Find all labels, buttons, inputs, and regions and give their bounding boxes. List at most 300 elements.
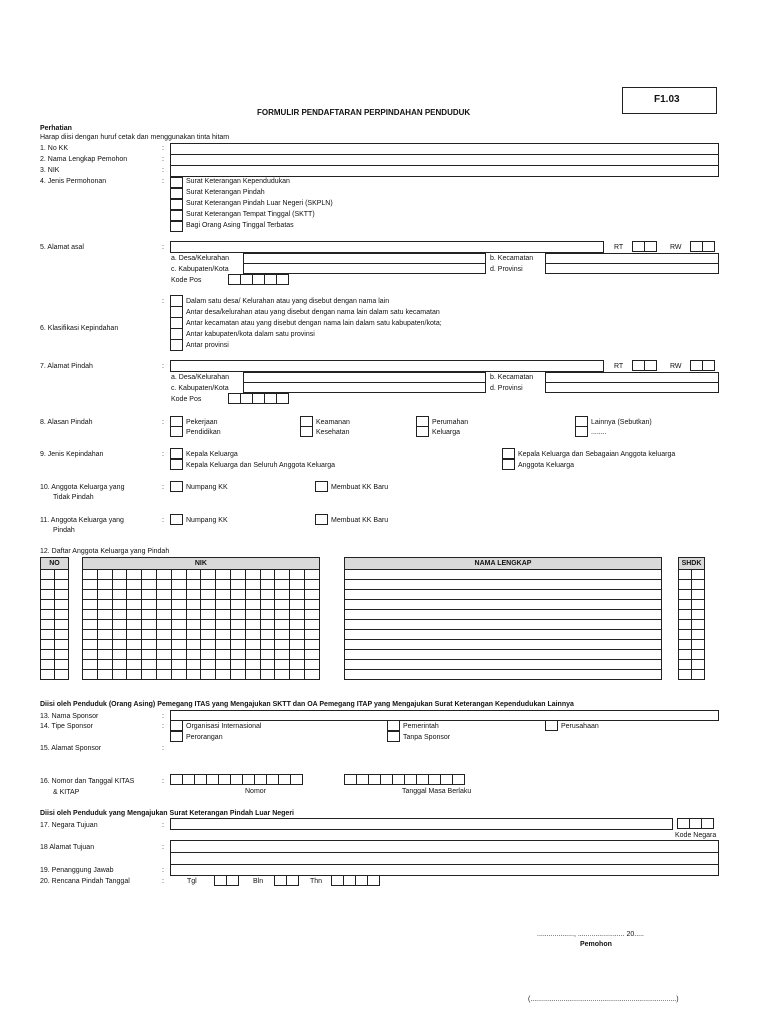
table-cell[interactable] xyxy=(304,600,319,610)
table-cell[interactable] xyxy=(216,590,231,600)
table-cell[interactable] xyxy=(55,630,69,640)
table-cell[interactable] xyxy=(230,620,245,630)
table-cell[interactable] xyxy=(97,630,112,640)
rw-cells[interactable] xyxy=(690,241,714,252)
table-cell[interactable] xyxy=(201,570,216,580)
table-cell[interactable] xyxy=(290,570,305,580)
table-cell[interactable] xyxy=(260,600,275,610)
table-row xyxy=(83,570,320,580)
table-cell[interactable] xyxy=(679,640,692,650)
table-cell[interactable] xyxy=(230,580,245,590)
table-cell[interactable] xyxy=(679,650,692,660)
rt-cells[interactable] xyxy=(632,241,656,252)
table-cell[interactable] xyxy=(83,620,98,630)
table-cell[interactable] xyxy=(156,570,171,580)
alamat-asal-field[interactable] xyxy=(170,241,604,253)
table-cell[interactable] xyxy=(127,580,142,590)
table-cell[interactable] xyxy=(304,590,319,600)
table-cell[interactable] xyxy=(201,620,216,630)
table-cell[interactable] xyxy=(245,660,260,670)
prov-field[interactable] xyxy=(545,263,719,274)
alasan-checkbox[interactable] xyxy=(170,426,183,437)
table-cell[interactable] xyxy=(290,620,305,630)
table-cell[interactable] xyxy=(304,580,319,590)
table-cell[interactable] xyxy=(186,670,201,680)
table-cell[interactable] xyxy=(83,640,98,650)
alasan-checkbox[interactable] xyxy=(300,426,313,437)
table-cell[interactable] xyxy=(171,600,186,610)
table-cell[interactable] xyxy=(41,610,55,620)
table-cell[interactable] xyxy=(186,590,201,600)
tipe-checkbox[interactable] xyxy=(170,731,183,742)
table-cell[interactable] xyxy=(679,580,692,590)
label-kitas-2: & KITAP xyxy=(53,789,80,796)
table-cell[interactable] xyxy=(679,570,692,580)
table-cell[interactable] xyxy=(55,650,69,660)
table-cell[interactable] xyxy=(679,630,692,640)
alasan-checkbox[interactable] xyxy=(416,426,429,437)
table-cell[interactable] xyxy=(83,630,98,640)
table-cell[interactable] xyxy=(127,610,142,620)
kepindahan-checkbox[interactable] xyxy=(170,448,183,459)
table-cell[interactable] xyxy=(83,610,98,620)
table-cell[interactable] xyxy=(171,650,186,660)
table-row xyxy=(83,590,320,600)
table-header-nama: NAMA LENGKAP xyxy=(345,558,662,570)
table-cell[interactable] xyxy=(230,610,245,620)
kodepos-cells[interactable] xyxy=(228,393,288,404)
table-cell[interactable] xyxy=(112,640,127,650)
table-cell[interactable] xyxy=(186,580,201,590)
table-cell[interactable] xyxy=(41,670,55,680)
table-cell[interactable] xyxy=(345,650,662,660)
table-cell[interactable] xyxy=(216,570,231,580)
table-cell[interactable] xyxy=(127,640,142,650)
table-cell[interactable] xyxy=(290,670,305,680)
table-cell[interactable] xyxy=(112,590,127,600)
table-cell[interactable] xyxy=(142,660,157,670)
kab-label: c. Kabupaten/Kota xyxy=(171,385,229,392)
label-tidak-pindah: 10. Anggota Keluarga yang xyxy=(40,484,125,491)
table-cell[interactable] xyxy=(230,590,245,600)
table-cell[interactable] xyxy=(41,620,55,630)
table-cell[interactable] xyxy=(156,640,171,650)
table-cell[interactable] xyxy=(245,620,260,630)
table-cell[interactable] xyxy=(97,570,112,580)
table-cell[interactable] xyxy=(156,580,171,590)
table-cell[interactable] xyxy=(290,660,305,670)
table-cell[interactable] xyxy=(216,640,231,650)
table-cell[interactable] xyxy=(260,630,275,640)
kk-baru-label: Membuat KK Baru xyxy=(331,484,389,491)
klasifikasi-option: Antar provinsi xyxy=(186,342,229,349)
alasan-checkbox[interactable] xyxy=(575,426,588,437)
klasifikasi-option: Dalam satu desa/ Kelurahan atau yang disebut dengan nama lain xyxy=(186,298,390,305)
table-cell[interactable] xyxy=(142,600,157,610)
table-cell[interactable] xyxy=(186,640,201,650)
table-cell[interactable] xyxy=(55,620,69,630)
kitas-tanggal-cells[interactable] xyxy=(344,774,464,785)
kode-negara-label: Kode Negara xyxy=(675,832,717,839)
table-cell[interactable] xyxy=(97,610,112,620)
table-cell[interactable] xyxy=(55,600,69,610)
table-cell[interactable] xyxy=(692,640,705,650)
table-cell[interactable] xyxy=(345,640,662,650)
table-cell[interactable] xyxy=(245,640,260,650)
table-cell[interactable] xyxy=(304,650,319,660)
table-cell[interactable] xyxy=(142,670,157,680)
table-cell[interactable] xyxy=(201,600,216,610)
table-row xyxy=(679,570,705,580)
table-cell[interactable] xyxy=(83,590,98,600)
table-cell[interactable] xyxy=(127,650,142,660)
prov-field[interactable] xyxy=(545,382,719,393)
table-cell[interactable] xyxy=(245,630,260,640)
table-cell[interactable] xyxy=(186,630,201,640)
table-cell[interactable] xyxy=(345,600,662,610)
rt-cells[interactable] xyxy=(632,360,656,371)
table-cell[interactable] xyxy=(97,670,112,680)
table-cell[interactable] xyxy=(83,670,98,680)
table-cell[interactable] xyxy=(260,570,275,580)
table-cell[interactable] xyxy=(112,620,127,630)
table-cell[interactable] xyxy=(230,660,245,670)
table-cell[interactable] xyxy=(186,570,201,580)
table-cell[interactable] xyxy=(230,670,245,680)
table-cell[interactable] xyxy=(230,650,245,660)
rt-label: RT xyxy=(614,244,624,251)
table-cell[interactable] xyxy=(304,570,319,580)
table-cell[interactable] xyxy=(345,660,662,670)
table-cell[interactable] xyxy=(41,660,55,670)
table-cell[interactable] xyxy=(201,660,216,670)
nik-field[interactable] xyxy=(170,165,719,177)
table-cell[interactable] xyxy=(275,580,290,590)
table-cell[interactable] xyxy=(201,630,216,640)
table-cell[interactable] xyxy=(127,600,142,610)
table-cell[interactable] xyxy=(245,610,260,620)
table-cell[interactable] xyxy=(171,580,186,590)
table-cell[interactable] xyxy=(55,660,69,670)
table-cell[interactable] xyxy=(245,650,260,660)
table-cell[interactable] xyxy=(201,580,216,590)
table-cell[interactable] xyxy=(97,590,112,600)
jenis-checkbox[interactable] xyxy=(170,177,183,188)
kab-field[interactable] xyxy=(243,263,486,274)
table-cell[interactable] xyxy=(41,580,55,590)
table-cell[interactable] xyxy=(345,610,662,620)
table-cell[interactable] xyxy=(275,670,290,680)
table-cell[interactable] xyxy=(304,610,319,620)
table-cell[interactable] xyxy=(156,630,171,640)
table-cell[interactable] xyxy=(692,630,705,640)
kepindahan-checkbox[interactable] xyxy=(502,459,515,470)
table-cell[interactable] xyxy=(55,570,69,580)
table-cell[interactable] xyxy=(679,670,692,680)
table-cell[interactable] xyxy=(83,600,98,610)
table-cell[interactable] xyxy=(171,570,186,580)
table-cell[interactable] xyxy=(201,650,216,660)
kab-field[interactable] xyxy=(243,382,486,393)
table-cell[interactable] xyxy=(55,610,69,620)
table-cell[interactable] xyxy=(216,580,231,590)
table-cell[interactable] xyxy=(692,580,705,590)
jenis-checkbox[interactable] xyxy=(170,210,183,221)
table-cell[interactable] xyxy=(127,620,142,630)
table-cell[interactable] xyxy=(112,630,127,640)
tipe-checkbox[interactable] xyxy=(387,720,400,731)
table-cell[interactable] xyxy=(260,660,275,670)
table-cell[interactable] xyxy=(41,600,55,610)
jenis-checkbox[interactable] xyxy=(170,199,183,210)
table-cell[interactable] xyxy=(171,660,186,670)
table-cell[interactable] xyxy=(112,570,127,580)
table-cell[interactable] xyxy=(679,590,692,600)
table-cell[interactable] xyxy=(83,660,98,670)
table-cell[interactable] xyxy=(260,610,275,620)
table-cell[interactable] xyxy=(290,640,305,650)
table-cell[interactable] xyxy=(201,670,216,680)
table-cell[interactable] xyxy=(679,620,692,630)
table-cell[interactable] xyxy=(142,620,157,630)
table-cell[interactable] xyxy=(41,590,55,600)
table-cell[interactable] xyxy=(692,660,705,670)
table-cell[interactable] xyxy=(275,660,290,670)
table-cell[interactable] xyxy=(304,630,319,640)
table-cell[interactable] xyxy=(260,620,275,630)
table-cell[interactable] xyxy=(216,670,231,680)
table-cell[interactable] xyxy=(290,610,305,620)
table-cell[interactable] xyxy=(171,640,186,650)
thn-cells[interactable] xyxy=(331,875,379,886)
table-cell[interactable] xyxy=(112,610,127,620)
bln-cells[interactable] xyxy=(274,875,298,886)
table-cell[interactable] xyxy=(41,570,55,580)
table-cell[interactable] xyxy=(171,630,186,640)
table-cell[interactable] xyxy=(345,580,662,590)
table-cell[interactable] xyxy=(345,590,662,600)
table-cell[interactable] xyxy=(186,650,201,660)
table-cell[interactable] xyxy=(112,660,127,670)
table-cell[interactable] xyxy=(55,580,69,590)
table-cell[interactable] xyxy=(142,630,157,640)
table-cell[interactable] xyxy=(304,670,319,680)
table-cell[interactable] xyxy=(692,620,705,630)
jenis-option: Bagi Orang Asing Tinggal Terbatas xyxy=(186,222,294,229)
table-cell[interactable] xyxy=(41,650,55,660)
alasan-dots: ........ xyxy=(591,429,607,436)
table-cell[interactable] xyxy=(275,590,290,600)
table-cell[interactable] xyxy=(275,600,290,610)
table-cell[interactable] xyxy=(97,580,112,590)
table-cell[interactable] xyxy=(186,600,201,610)
table-cell[interactable] xyxy=(142,590,157,600)
table-cell[interactable] xyxy=(156,600,171,610)
table-cell[interactable] xyxy=(156,670,171,680)
table-cell[interactable] xyxy=(156,660,171,670)
table-cell[interactable] xyxy=(171,620,186,630)
table-cell[interactable] xyxy=(156,650,171,660)
table-cell[interactable] xyxy=(275,570,290,580)
table-cell[interactable] xyxy=(156,590,171,600)
table-cell[interactable] xyxy=(216,630,231,640)
table-cell[interactable] xyxy=(201,640,216,650)
table-cell[interactable] xyxy=(216,650,231,660)
table-cell[interactable] xyxy=(692,590,705,600)
table-cell[interactable] xyxy=(304,620,319,630)
table-cell[interactable] xyxy=(97,650,112,660)
rw-cells[interactable] xyxy=(690,360,714,371)
table-cell[interactable] xyxy=(216,610,231,620)
label-alasan: 8. Alasan Pindah xyxy=(40,419,93,426)
numpang-label: Numpang KK xyxy=(186,517,228,524)
tipe-checkbox[interactable] xyxy=(545,720,558,731)
table-cell[interactable] xyxy=(201,590,216,600)
kepindahan-option: Kepala Keluarga dan Seluruh Anggota Keluarga xyxy=(186,462,336,469)
table-cell[interactable] xyxy=(55,640,69,650)
table-cell[interactable] xyxy=(245,580,260,590)
table-cell[interactable] xyxy=(275,630,290,640)
table-cell[interactable] xyxy=(304,640,319,650)
table-cell[interactable] xyxy=(171,610,186,620)
numpang-checkbox[interactable] xyxy=(170,481,183,492)
table-cell[interactable] xyxy=(41,640,55,650)
table-cell[interactable] xyxy=(260,640,275,650)
table-cell[interactable] xyxy=(290,630,305,640)
kitas-nomor-cells[interactable] xyxy=(170,774,302,785)
table-cell[interactable] xyxy=(171,590,186,600)
table-cell[interactable] xyxy=(142,580,157,590)
table-cell[interactable] xyxy=(260,650,275,660)
table-cell[interactable] xyxy=(692,670,705,680)
table-cell[interactable] xyxy=(142,610,157,620)
kepindahan-checkbox[interactable] xyxy=(170,459,183,470)
table-cell[interactable] xyxy=(83,580,98,590)
tipe-option: Perusahaan xyxy=(561,723,599,730)
table-cell[interactable] xyxy=(171,670,186,680)
jenis-checkbox[interactable] xyxy=(170,188,183,199)
table-cell[interactable] xyxy=(245,600,260,610)
tipe-checkbox[interactable] xyxy=(170,720,183,731)
penanggung-field[interactable] xyxy=(170,864,719,876)
table-cell[interactable] xyxy=(345,630,662,640)
table-cell[interactable] xyxy=(127,660,142,670)
colon: : xyxy=(162,517,164,524)
table-cell[interactable] xyxy=(304,660,319,670)
table-cell[interactable] xyxy=(97,640,112,650)
table-cell[interactable] xyxy=(97,600,112,610)
table-cell[interactable] xyxy=(275,610,290,620)
table-cell[interactable] xyxy=(230,570,245,580)
table-cell[interactable] xyxy=(245,670,260,680)
table-cell[interactable] xyxy=(290,580,305,590)
table-cell[interactable] xyxy=(112,670,127,680)
table-cell[interactable] xyxy=(230,600,245,610)
table-cell[interactable] xyxy=(245,570,260,580)
table-row xyxy=(83,640,320,650)
table-cell[interactable] xyxy=(345,620,662,630)
table-cell[interactable] xyxy=(112,650,127,660)
kepindahan-checkbox[interactable] xyxy=(502,448,515,459)
klasifikasi-checkbox[interactable] xyxy=(170,339,183,351)
table-cell[interactable] xyxy=(112,580,127,590)
table-cell[interactable] xyxy=(41,630,55,640)
kk-baru-checkbox[interactable] xyxy=(315,481,328,492)
table-cell[interactable] xyxy=(345,670,662,680)
table-cell[interactable] xyxy=(230,630,245,640)
table-cell[interactable] xyxy=(260,580,275,590)
jenis-checkbox[interactable] xyxy=(170,221,183,232)
alamat-pindah-field[interactable] xyxy=(170,360,604,372)
label-jenis-kepindahan: 9. Jenis Kepindahan xyxy=(40,451,104,458)
table-cell[interactable] xyxy=(692,650,705,660)
table-cell[interactable] xyxy=(186,620,201,630)
table-cell[interactable] xyxy=(97,620,112,630)
table-cell[interactable] xyxy=(97,660,112,670)
table-cell[interactable] xyxy=(216,600,231,610)
table-cell[interactable] xyxy=(216,660,231,670)
table-cell[interactable] xyxy=(345,570,662,580)
table-cell[interactable] xyxy=(679,600,692,610)
table-cell[interactable] xyxy=(186,610,201,620)
table-cell[interactable] xyxy=(679,660,692,670)
table-cell[interactable] xyxy=(692,570,705,580)
table-cell[interactable] xyxy=(230,640,245,650)
table-cell[interactable] xyxy=(127,590,142,600)
tgl-cells[interactable] xyxy=(214,875,238,886)
table-cell[interactable] xyxy=(142,650,157,660)
table-cell[interactable] xyxy=(186,660,201,670)
tgl-label: Tgl xyxy=(187,878,197,885)
table-cell[interactable] xyxy=(275,640,290,650)
table-cell[interactable] xyxy=(245,590,260,600)
table-cell[interactable] xyxy=(290,600,305,610)
table-cell[interactable] xyxy=(290,650,305,660)
table-cell[interactable] xyxy=(112,600,127,610)
nomor-label: Nomor xyxy=(245,788,267,795)
numpang-checkbox[interactable] xyxy=(170,514,183,525)
table-cell[interactable] xyxy=(216,620,231,630)
table-cell[interactable] xyxy=(679,610,692,620)
table-cell[interactable] xyxy=(55,590,69,600)
table-cell[interactable] xyxy=(290,590,305,600)
table-cell[interactable] xyxy=(142,570,157,580)
colon: : xyxy=(162,167,164,174)
table-cell[interactable] xyxy=(201,610,216,620)
table-cell[interactable] xyxy=(260,590,275,600)
table-cell[interactable] xyxy=(55,670,69,680)
table-cell[interactable] xyxy=(127,570,142,580)
sponsor-field[interactable] xyxy=(170,710,719,721)
table-cell[interactable] xyxy=(142,640,157,650)
table-cell[interactable] xyxy=(260,670,275,680)
tipe-checkbox[interactable] xyxy=(387,731,400,742)
table-cell[interactable] xyxy=(156,620,171,630)
table-cell[interactable] xyxy=(127,630,142,640)
table-cell[interactable] xyxy=(83,570,98,580)
table-cell[interactable] xyxy=(275,620,290,630)
table-cell[interactable] xyxy=(692,610,705,620)
table-cell[interactable] xyxy=(83,650,98,660)
kode-negara-cells[interactable] xyxy=(677,818,713,829)
table-cell[interactable] xyxy=(275,650,290,660)
kodepos-cells[interactable] xyxy=(228,274,288,285)
negara-field[interactable] xyxy=(170,818,673,830)
kk-baru-checkbox[interactable] xyxy=(315,514,328,525)
table-cell[interactable] xyxy=(156,610,171,620)
table-cell[interactable] xyxy=(127,670,142,680)
table-cell[interactable] xyxy=(692,600,705,610)
